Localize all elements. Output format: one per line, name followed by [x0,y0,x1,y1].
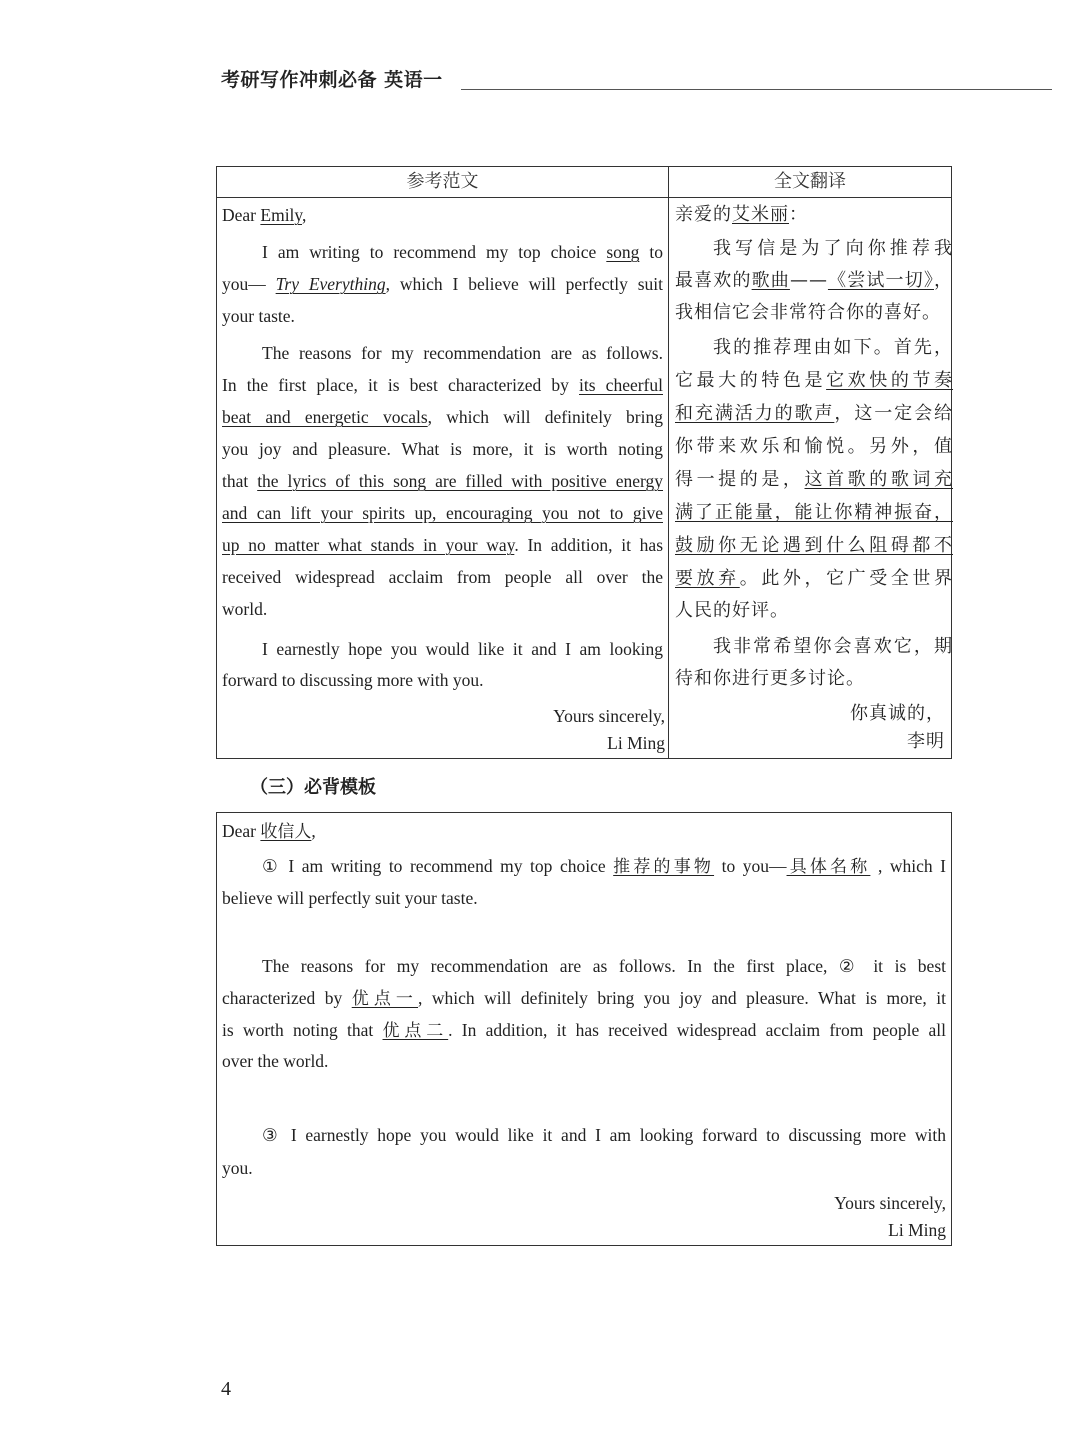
tpl-closing: Yours sincerely, [834,1193,946,1213]
en-p3-line: I earnestly hope you would like it and I am looking [262,639,663,659]
zh-greeting: 亲爱的艾米丽： [675,204,808,225]
page-header [221,66,1052,94]
zh-p3-line: 待和你进行更多讨论。 [675,668,865,689]
section-title: （三）必背模板 [250,777,376,798]
en-p2-line: world. [222,599,268,619]
col-header-translation: 全文翻译 [669,167,951,198]
en-p2-line: that the lyrics of this song are filled with positive energy [222,471,663,491]
zh-p1-line: 我写信是为了向你推荐我 [713,238,953,259]
tpl-p3-line: ③ I earnestly hope you would like it and I am looking forward to discussing more with [262,1125,946,1145]
tpl-p2-line: The reasons for my recommendation are as follows. In the first place, ② it is best [262,956,946,976]
zh-p1-line: 最喜欢的歌曲——《尝试一切》， [675,270,954,291]
zh-p2-line: 你带来欢乐和愉悦。另外，值 [675,436,953,457]
zh-p2-line: 得一提的是，这首歌的歌词充 [675,469,953,490]
en-greeting: Dear Emily, [222,205,307,225]
zh-p2-line: 我的推荐理由如下。首先， [713,337,953,358]
tpl-p1-line: believe will perfectly suit your taste. [222,888,478,908]
en-p3-line: forward to discussing more with you. [222,670,484,690]
tpl-signature: Li Ming [888,1220,946,1240]
tpl-p2-line: is worth noting that 优点二. In addition, it has received widespread acclaim from people all [222,1020,947,1041]
en-p2-line: and can lift your spirits up, encouraging you not to give [222,503,663,523]
en-p2-line: up no matter what stands in your way. In addition, it has [222,535,663,555]
zh-p2-line: 鼓励你无论遇到什么阻碍都不 [675,535,953,556]
header-title: 考研写作冲刺必备 英语一 [221,69,443,91]
en-p2-line: The reasons for my recommendation are as follows. [262,343,663,363]
zh-p2-line: 满了正能量，能让你精神振奋， [675,502,953,523]
en-p2-line: In the first place, it is best characterized by its cheerful [222,375,663,395]
zh-p2-line: 和充满活力的歌声，这一定会给 [675,403,954,424]
zh-closing: 你真诚的， [850,703,945,724]
zh-p3-line: 我非常希望你会喜欢它，期 [713,636,953,657]
zh-p2-line: 人民的好评。 [675,600,789,621]
zh-p2-line: 要放弃。此外，它广受全世界 [675,568,953,589]
tpl-greeting: Dear 收信人, [222,821,316,842]
tpl-p3-line: you. [222,1158,253,1178]
template-box [216,812,952,1246]
en-p1-line: your taste. [222,306,295,326]
header-rule [461,89,1052,90]
en-signature: Li Ming [607,733,665,753]
column-divider [668,167,669,758]
en-p2-line: you joy and pleasure. What is more, it is worth noting [222,439,663,459]
en-closing: Yours sincerely, [553,706,665,726]
zh-p2-line: 它最大的特色是它欢快的节奏 [675,370,954,391]
en-p2-line: received widespread acclaim from people all over the [222,567,663,587]
en-p1-line: I am writing to recommend my top choice song to [262,242,663,262]
zh-signature: 李明 [907,731,945,752]
tpl-p2-line: over the world. [222,1051,329,1071]
zh-p1-line: 我相信它会非常符合你的喜好。 [675,302,941,323]
page-number: 4 [221,1378,231,1400]
en-p2-line: beat and energetic vocals, which will definitely bring [222,407,663,427]
tpl-p1-line: ① I am writing to recommend my top choice 推荐的事物 to you—具体名称 , which I [262,856,947,877]
tpl-p2-line: characterized by 优点一, which will definitely bring you joy and pleasure. What is more, it [222,988,946,1009]
en-p1-line: you— Try Everything, which I believe will perfectly suit [222,274,664,294]
col-header-reference: 参考范文 [217,167,668,198]
essay-table [216,166,952,759]
